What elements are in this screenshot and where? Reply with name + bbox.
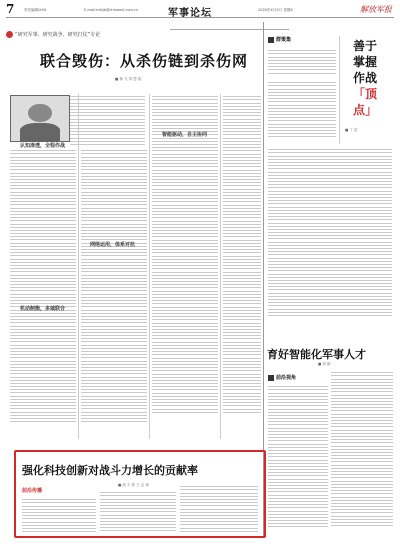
tag-mark-icon: [268, 37, 274, 43]
page-number: 7: [6, 2, 15, 16]
right-vertical-title: 善于 掌握 作战 「顶 点」: [352, 39, 377, 117]
lower-right-col-2: [331, 370, 393, 534]
subhead-2: 机动制衡，多域联合: [20, 306, 66, 312]
date-note: 2020年X月X日 星期X: [258, 8, 293, 12]
lower-right-title: 育好智能化军事人才: [267, 348, 366, 361]
author-photo: [10, 95, 70, 142]
lead-headline: 联合毁伤：从杀伤链到杀伤网: [40, 52, 249, 70]
lead-byline: ■ 杨 飞 刘 思 凯: [115, 77, 142, 81]
lower-right-tag: 前沿视角: [268, 374, 296, 381]
banner-dot-icon: [6, 31, 13, 38]
highlight-col-2: [100, 490, 176, 532]
masthead-logo: 解放军报: [360, 5, 392, 14]
page-header: [6, 4, 394, 18]
lower-right-byline: ■ 刘 颖: [318, 362, 331, 366]
highlighted-article-tag: 前沿传播: [22, 488, 43, 494]
lead-column-2: [81, 148, 147, 436]
highlighted-article-byline: ■ 高 不 欣 王 志 伟: [118, 483, 149, 487]
subhead-3: 网络运用，体系对抗: [90, 242, 136, 248]
lower-right-col-1: [268, 384, 328, 534]
highlight-col-3: [180, 484, 258, 532]
right-body-top: [268, 80, 336, 144]
right-intro: [268, 48, 336, 76]
highlight-col-1: [22, 497, 96, 532]
lead-column-4: [223, 94, 261, 436]
subhead-1: 认知渗透，全程作战: [20, 143, 66, 149]
section-title: 军事论坛: [168, 8, 212, 19]
tag-mark-icon: [268, 375, 274, 381]
right-byline: ■ 丁 浩: [345, 128, 358, 132]
email-note: E-mail:mlbjb@chinamil.com.cn: [84, 8, 139, 12]
banner-rule: [170, 29, 289, 30]
column-tag: 群策集: [268, 36, 291, 43]
lead-column-1: [10, 148, 76, 436]
banner-text: “研究军事、研究战争、研究打仗”专论: [15, 32, 101, 38]
lead-column-3: [152, 94, 218, 436]
subhead-4: 智能驱动，自主协同: [162, 132, 208, 138]
editor-note: 责任编辑/XXX: [24, 8, 47, 12]
lead-column-1a: [70, 94, 145, 146]
highlighted-article-title: 强化科技创新对战斗力增长的贡献率: [22, 464, 198, 477]
right-body: [268, 147, 392, 337]
